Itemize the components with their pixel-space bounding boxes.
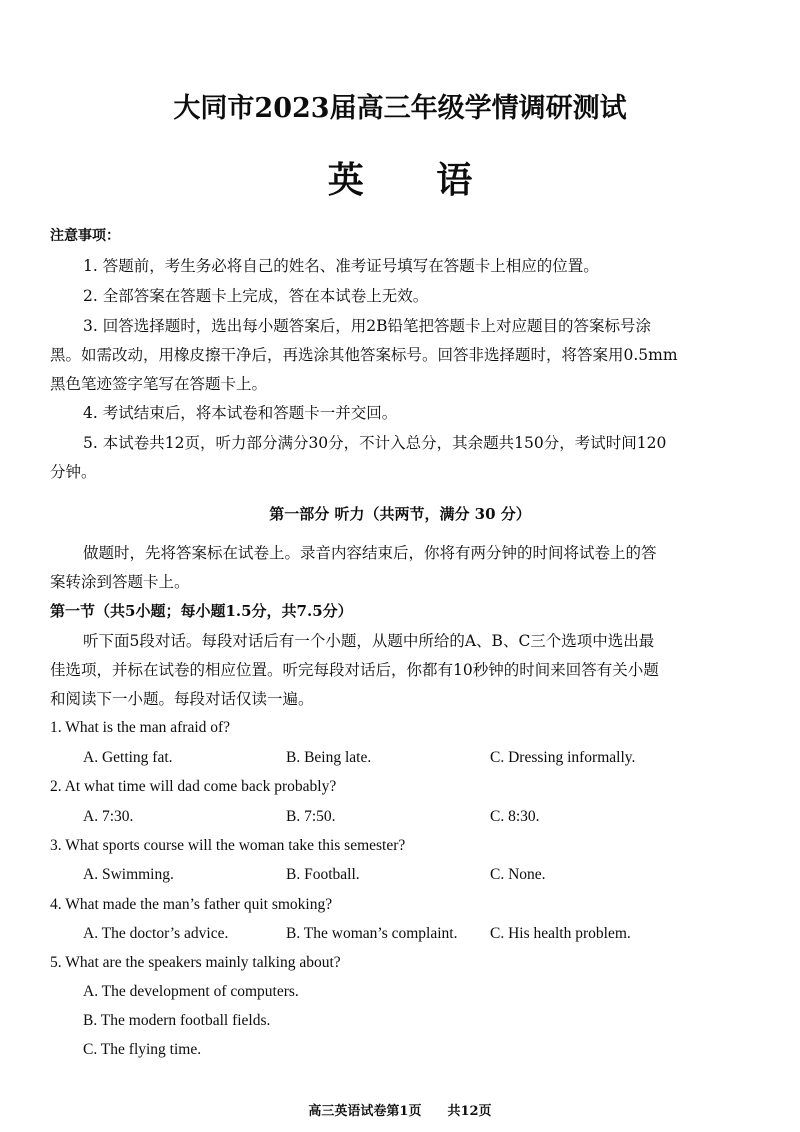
subject-title: 英 语 [327,159,503,201]
option-b: B. Football. [286,866,360,883]
option-a: A. 7:30. [83,808,134,825]
notice-line: 分钟。 [50,463,97,481]
option-a: A. The doctor’s advice. [83,925,229,942]
option-c: C. 8:30. [490,808,540,825]
question-text: 2. At what time will dad come back probably? [50,778,337,795]
option-a: A. Swimming. [83,866,174,883]
notice-line: 黑。如需改动，用橡皮擦干净后，再选涂其他答案标号。回答非选择题时，将答案用0.5mm [50,346,678,364]
notice-line: 3. 回答选择题时，选出每小题答案后，用2B铅笔把答题卡上对应题目的答案标号涂 [83,317,651,335]
page-footer: 高三英语试卷第1页 共12页 [308,1104,492,1119]
question-text: 4. What made the man’s father quit smoking? [50,896,333,913]
part1-heading: 第一部分 听力（共两节，满分 30 分） [269,505,531,523]
option-c: C. The flying time. [83,1041,202,1058]
notice-line: 1. 答题前，考生务必将自己的姓名、准考证号填写在答题卡上相应的位置。 [83,257,599,275]
section1-heading: 第一节（共5小题；每小题1.5分，共7.5分） [50,602,353,620]
notice-line: 2. 全部答案在答题卡上完成，答在本试卷上无效。 [83,287,429,305]
option-a: A. The development of computers. [83,983,299,1000]
section1-instruction: 佳选项，并标在试卷的相应位置。听完每段对话后，你都有10秒钟的时间来回答有关小题 [50,661,659,679]
notice-line: 黑色笔迹签字笔写在答题卡上。 [50,375,268,393]
section1-instruction: 和阅读下一小题。每段对话仅读一遍。 [50,690,314,708]
question-text: 5. What are the speakers mainly talking about? [50,954,341,971]
exam-title: 大同市2023届高三年级学情调研测试 [173,93,627,124]
option-c: C. Dressing informally. [490,749,636,766]
option-b: B. 7:50. [286,808,336,825]
notice-line: 4. 考试结束后，将本试卷和答题卡一并交回。 [83,404,398,422]
option-b: B. Being late. [286,749,372,766]
option-b: B. The woman’s complaint. [286,925,458,942]
option-a: A. Getting fat. [83,749,173,766]
notice-heading: 注意事项： [50,228,120,244]
part1-intro-line: 案转涂到答题卡上。 [50,573,190,591]
option-c: C. None. [490,866,546,883]
option-b: B. The modern football fields. [83,1012,271,1029]
question-text: 1. What is the man afraid of? [50,719,231,736]
question-text: 3. What sports course will the woman take this semester? [50,837,406,854]
section1-instruction: 听下面5段对话。每段对话后有一个小题，从题中所给的A、B、C三个选项中选出最 [83,632,655,650]
part1-intro-line: 做题时，先将答案标在试卷上。录音内容结束后，你将有两分钟的时间将试卷上的答 [83,544,657,562]
option-c: C. His health problem. [490,925,631,942]
notice-line: 5. 本试卷共12页，听力部分满分30分，不计入总分，其余题共150分，考试时间120 [83,434,667,452]
